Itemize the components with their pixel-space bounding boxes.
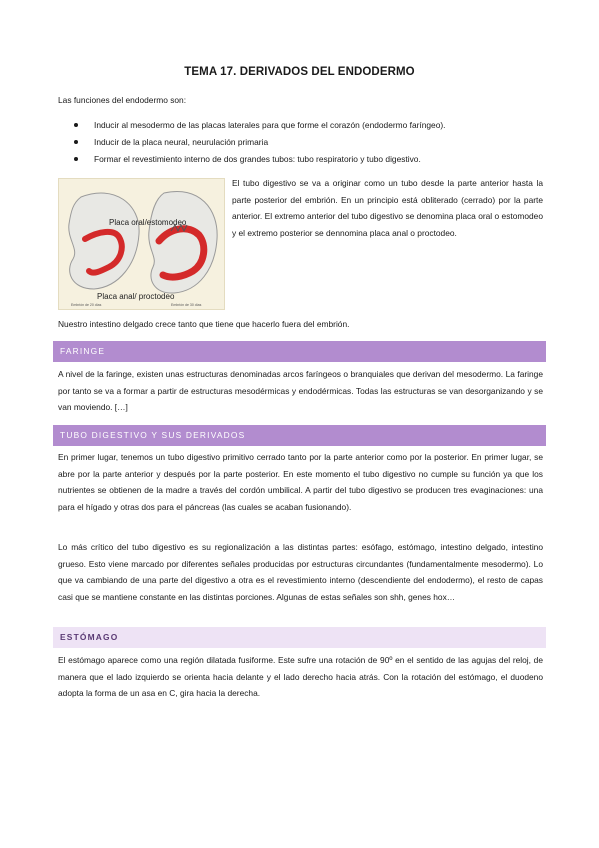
figure-label-bottom: Placa anal/ proctodeo bbox=[97, 292, 175, 301]
list-item: Inducir al mesodermo de las placas laterales para que forme el corazón (endodermo faríngeo). bbox=[58, 117, 548, 134]
list-item: Formar el revestimiento interno de dos grandes tubos: tubo respiratorio y tubo digestivo. bbox=[58, 151, 548, 168]
intestine-note: Nuestro intestino delgado crece tanto que tiene que hacerlo fuera del embrión. bbox=[58, 319, 350, 329]
page-title: TEMA 17. DERIVADOS DEL ENDODERMO bbox=[184, 66, 415, 78]
faringe-paragraph: A nivel de la faringe, existen unas estructuras denominadas arcos faríngeos o branquiales que derivan del mesodermo. La faringe por tanto se va a formar a partir de estructuras mesodérmicas y endodérmicas. Todas las estructuras se van desorganizando y se van moviendo. […] bbox=[58, 369, 543, 413]
section-heading-faringe: FARINGE bbox=[53, 341, 546, 362]
estomago-paragraph: El estómago aparece como una región dilatada fusiforme. Este sufre una rotación de 90º en el sentido de las agujas del reloj, de manera que el lado izquierdo se orienta hacia delante y el lado derecho hacia atrás. Con la rotación del estómago, el duodeno adopta la forma de un asa en C, gira hacia la derecha. bbox=[58, 655, 543, 699]
tubo-paragraph-2: Lo más crítico del tubo digestivo es su regionalización a las distintas partes: esófago, estómago, intestino delgado, intestino grueso. Esto viene marcado por diferentes señales producidas por estructuras circundantes (fundamentalmente mesodermo). Lo que va cambiando de una parte del digestivo a otra es el revestimiento interno (descendiente del endodermo), el resto de capas casi que se mantiene constante en las distintas porciones. Algunas de estas señales son shh, genes hox… bbox=[58, 542, 543, 602]
intro-text: Las funciones del endodermo son: bbox=[58, 95, 187, 105]
figure-caption-left: Embrión de 20 días bbox=[71, 303, 102, 307]
section-heading-tubo-digestivo: TUBO DIGESTIVO Y SUS DERIVADOS bbox=[53, 425, 546, 446]
list-item: Inducir de la placa neural, neurulación primaria bbox=[58, 134, 548, 151]
embryo-figure bbox=[58, 178, 225, 310]
embryo-illustration bbox=[59, 179, 224, 309]
figure-paragraph: El tubo digestivo se va a originar como un tubo desde la parte anterior hasta la parte posterior del embrión. En un principio está obliterado (cerrado) por la parte anterior. El extremo anterior del tubo digestivo se denomina placa oral o estomodeo y el extremo posterior se dennomina placa anal o proctodeo. bbox=[232, 178, 543, 238]
functions-list bbox=[58, 117, 548, 168]
left-embryo-body bbox=[69, 193, 139, 289]
figure-label-top: Placa oral/estomodeo bbox=[109, 218, 187, 227]
figure-caption-right: Embrión de 30 días bbox=[171, 303, 202, 307]
section-heading-estomago: ESTÓMAGO bbox=[53, 627, 546, 648]
tubo-paragraph-1: En primer lugar, tenemos un tubo digestivo primitivo cerrado tanto por la parte anterior como por la posterior. En primer lugar, se abre por la parte anterior y después por la parte posterior. En este momento el tubo digestivo no cumple su función ya que los nutrientes se obtienen de la madre a través del cordón umbilical. A partir del tubo digestivo se producen tres evaginaciones: una para el hígado y otras dos para el páncreas (las cuales se acaban fusionando). bbox=[58, 452, 543, 512]
